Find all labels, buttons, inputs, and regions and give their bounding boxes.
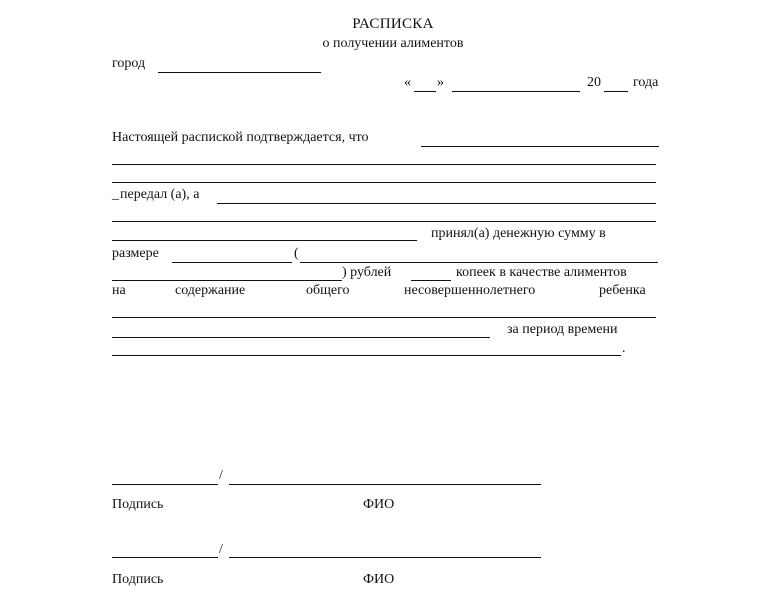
city-label: город bbox=[112, 56, 146, 71]
date-day-field[interactable] bbox=[414, 91, 436, 92]
signature-slash-2: / bbox=[219, 542, 223, 557]
amount-words-field-1[interactable] bbox=[300, 262, 658, 263]
recipient-name-field-1[interactable] bbox=[217, 203, 656, 204]
body-line9-word: на bbox=[112, 283, 126, 298]
body-line6-text: принял(а) денежную сумму в bbox=[431, 226, 606, 241]
body-line9-word: несовершеннолетнего bbox=[404, 283, 536, 298]
body-line3-text: передал (а), а bbox=[120, 187, 200, 202]
date-month-field[interactable] bbox=[452, 91, 580, 92]
body-line9-word: содержание bbox=[175, 283, 246, 298]
period-end-dot: . bbox=[622, 341, 626, 356]
name-field-2[interactable] bbox=[229, 557, 541, 558]
city-field[interactable] bbox=[158, 72, 321, 73]
signature-slash-1: / bbox=[219, 468, 223, 483]
body-line9-word: общего bbox=[306, 283, 350, 298]
name-field-1[interactable] bbox=[229, 484, 541, 485]
signature-label-2: Подпись bbox=[112, 572, 164, 587]
recipient-name-field-3[interactable] bbox=[112, 240, 417, 241]
child-name-field-1[interactable] bbox=[112, 317, 656, 318]
payer-line3-field[interactable] bbox=[112, 182, 656, 183]
signature-field-2[interactable] bbox=[112, 557, 218, 558]
name-label-1: ФИО bbox=[363, 497, 395, 512]
date-century: 20 bbox=[587, 75, 601, 90]
document-title: РАСПИСКА bbox=[352, 16, 434, 32]
body-line8-kopecks: копеек в качестве алиментов bbox=[456, 265, 627, 280]
child-name-field-2[interactable] bbox=[112, 337, 490, 338]
amount-digits-field[interactable] bbox=[172, 262, 292, 263]
kopecks-field[interactable] bbox=[411, 280, 451, 281]
document-subtitle: о получении алиментов bbox=[322, 36, 464, 51]
body-line11-text: за период времени bbox=[507, 322, 618, 337]
name-label-2: ФИО bbox=[363, 572, 395, 587]
signature-field-1[interactable] bbox=[112, 484, 218, 485]
signature-label-1: Подпись bbox=[112, 497, 164, 512]
date-open-quote: « bbox=[404, 75, 411, 90]
payer-name-field-1[interactable] bbox=[421, 146, 659, 147]
recipient-name-field-2[interactable] bbox=[112, 221, 656, 222]
payer-name-field-2[interactable] bbox=[112, 164, 656, 165]
body-line7-text: размере bbox=[112, 246, 159, 261]
date-year-suffix: года bbox=[633, 75, 659, 90]
date-close-quote: » bbox=[437, 75, 444, 90]
body-line9-word: ребенка bbox=[599, 283, 646, 298]
period-field[interactable] bbox=[112, 355, 621, 356]
body-line1-text: Настоящей распиской подтверждается, что bbox=[112, 130, 369, 145]
date-year-field[interactable] bbox=[604, 91, 628, 92]
body-line3-prefix: _ bbox=[112, 187, 119, 202]
amount-words-field-2[interactable] bbox=[112, 280, 342, 281]
body-line7-paren: ( bbox=[294, 246, 299, 261]
body-line8-text: ) рублей bbox=[342, 265, 392, 280]
